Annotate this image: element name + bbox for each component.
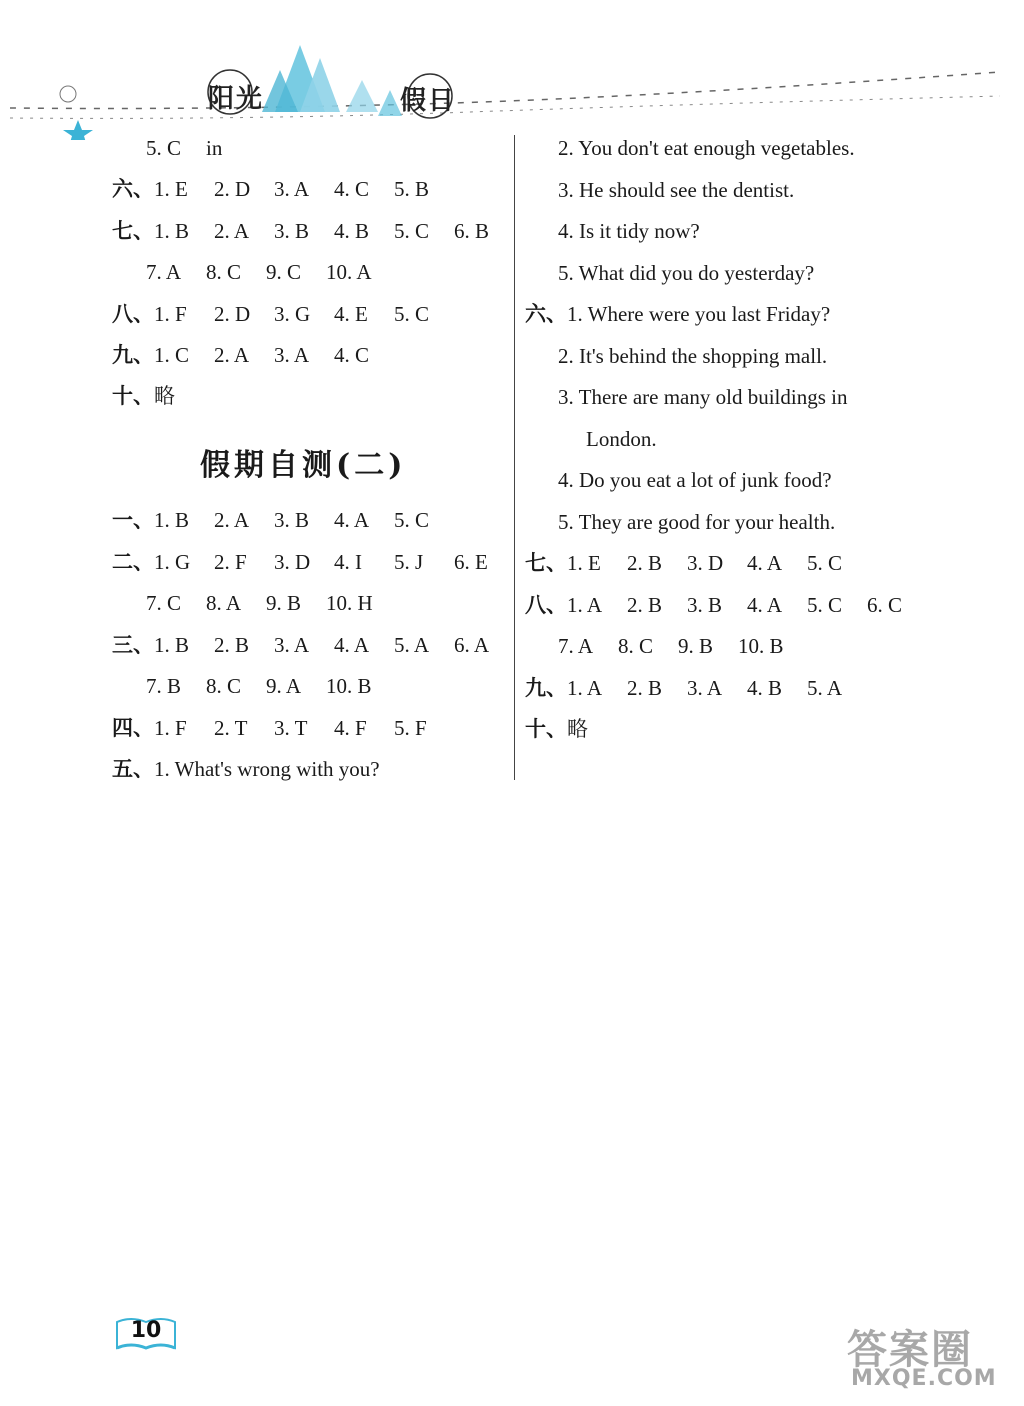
answer-item: 3. T [274, 715, 308, 740]
answer-row [112, 217, 489, 245]
answer-item: 2. T [214, 715, 248, 740]
answer-item: 10. B [326, 674, 372, 698]
logo-left-text: 阳光 [208, 84, 265, 114]
answer-item: 6. C [867, 592, 903, 617]
answer-item: 8. C [206, 674, 242, 698]
answer-item: 1. E [567, 551, 601, 575]
answer-row [112, 175, 429, 203]
question-group-label: 七、 [525, 551, 567, 575]
answer-item: 1. Where were you last Friday? [567, 302, 831, 326]
answer-item: 1. C [154, 343, 190, 367]
answer-row [525, 674, 842, 702]
answer-item: 略 [567, 717, 588, 741]
answer-item: 4. F [334, 715, 367, 740]
answer-row [558, 176, 794, 204]
answer-row [558, 217, 700, 245]
question-group-label: 一、 [112, 508, 154, 532]
question-group-label: 七、 [112, 218, 154, 243]
answer-item: 3. A [274, 343, 310, 367]
answer-item: 2. B [627, 675, 663, 700]
answer-item: 9. B [266, 591, 302, 615]
answer-item: 5. What did you do yesterday? [558, 260, 815, 285]
answer-row [558, 383, 847, 411]
answer-item: 6. E [454, 549, 488, 574]
question-group-label: 六、 [525, 302, 567, 326]
answer-item: 1. F [154, 301, 187, 326]
answer-item: 3. A [687, 675, 723, 700]
answer-item: 5. F [394, 715, 427, 740]
answer-row [146, 258, 372, 286]
answer-row [112, 382, 175, 410]
answer-item: 1. B [154, 508, 190, 532]
section-title: 假期自测(二) [200, 448, 407, 483]
answer-item: 5. C [394, 508, 430, 532]
answer-item: 5. C [807, 592, 843, 617]
answer-item: 2. A [214, 343, 250, 367]
answer-item: 4. I [334, 549, 362, 574]
answer-item: 1. B [154, 632, 190, 657]
answer-row [112, 755, 380, 783]
answer-item: 4. A [334, 632, 370, 657]
answer-item: 8. C [206, 260, 242, 285]
answer-row [558, 342, 827, 370]
answer-item: 2. A [214, 508, 250, 532]
watermark-url: MXQE.COM [851, 1366, 997, 1391]
answer-item: 3. A [274, 177, 310, 202]
answer-item: 3. B [687, 592, 723, 617]
header-decoration [0, 0, 1024, 140]
answer-item: 4. E [334, 301, 368, 326]
answer-item: 4. Is it tidy now? [558, 219, 700, 243]
answer-item: 3. A [274, 632, 310, 657]
answer-item: 4. C [334, 177, 370, 202]
answer-row [525, 715, 588, 743]
answer-item: 1. B [154, 218, 190, 243]
answer-item: 3. D [687, 551, 724, 575]
answer-item: 3. B [274, 508, 310, 532]
answer-item: 2. You don't eat enough vegetables. [558, 136, 855, 160]
answer-item: 2. A [214, 218, 250, 243]
answer-item: 2. B [627, 551, 663, 575]
answer-item: 1. E [154, 177, 188, 202]
answer-item: 8. A [206, 591, 242, 615]
answer-item: 4. A [334, 508, 370, 532]
answer-row [146, 134, 222, 162]
answer-item: 3. G [274, 301, 311, 326]
answer-row [112, 300, 429, 328]
answer-item: 3. He should see the dentist. [558, 177, 795, 202]
answer-row [525, 300, 830, 328]
answer-item: 4. B [747, 675, 783, 700]
answer-item: 4. Do you eat a lot of junk food? [558, 468, 832, 492]
answer-item: 2. It's behind the shopping mall. [558, 343, 828, 368]
answer-item: 3. D [274, 549, 311, 574]
answer-row [112, 506, 429, 534]
answer-item: 2. F [214, 549, 247, 574]
answer-item: 8. C [618, 634, 654, 658]
answer-item: 7. C [146, 591, 182, 615]
answer-row [586, 425, 657, 453]
answer-item: 7. A [558, 634, 594, 658]
question-group-label: 八、 [112, 301, 154, 326]
answer-item: 6. B [454, 218, 490, 243]
answer-row [146, 672, 372, 700]
watermark-logo: 答案圈 [847, 1327, 973, 1373]
column-divider [514, 135, 515, 780]
question-group-label: 八、 [525, 592, 567, 617]
answer-item: 4. B [334, 218, 370, 243]
question-group-label: 五、 [112, 757, 154, 781]
answer-item: 2. B [214, 632, 250, 657]
answer-item: 1. G [154, 549, 191, 574]
answer-item: 9. A [266, 674, 302, 698]
answer-item: 1. A [567, 675, 603, 700]
answer-item: 5. C [394, 301, 430, 326]
answer-item: 10. B [738, 634, 784, 658]
answer-row [112, 341, 369, 369]
answer-item: in [206, 136, 223, 160]
question-group-label: 九、 [112, 343, 154, 367]
page-header [0, 0, 1024, 140]
answer-row [112, 548, 488, 576]
answer-row [558, 508, 835, 536]
page-number: 10 [130, 1318, 162, 1343]
answer-row [146, 589, 373, 617]
answer-row [112, 714, 427, 742]
answer-item: 2. D [214, 301, 251, 326]
question-group-label: 六、 [112, 177, 154, 202]
page-number-badge [115, 1316, 177, 1354]
watermark [845, 1318, 1015, 1393]
answer-row [112, 631, 489, 659]
answer-row [558, 259, 814, 287]
answer-item: 6. A [454, 632, 490, 657]
answer-item: 略 [154, 384, 175, 409]
answer-item: 4. C [334, 343, 370, 367]
answer-item: 5. C [807, 551, 843, 575]
answer-item: 5. C [394, 218, 430, 243]
answer-item: 5. C [146, 136, 182, 160]
answer-item: 1. What's wrong with you? [154, 757, 380, 781]
answer-item: 7. B [146, 674, 182, 698]
question-group-label: 四、 [112, 715, 154, 740]
answer-item: 9. B [678, 634, 714, 658]
answer-item: 4. A [747, 592, 783, 617]
answer-item: 5. They are good for your health. [558, 509, 836, 534]
answer-item: 2. B [627, 592, 663, 617]
answer-item: 10. H [326, 591, 373, 615]
question-group-label: 十、 [112, 384, 154, 409]
answer-row [558, 632, 784, 660]
logo-right-text: 假日 [400, 86, 457, 116]
answer-item: 1. A [567, 592, 603, 617]
answer-item: 5. J [394, 549, 424, 574]
question-group-label: 三、 [112, 632, 154, 657]
answer-item: 5. A [807, 675, 843, 700]
question-group-label: 二、 [112, 549, 154, 574]
question-group-label: 十、 [525, 717, 567, 741]
answer-item: 5. B [394, 177, 430, 202]
answer-item: 7. A [146, 260, 182, 285]
answer-row [558, 134, 855, 162]
answer-item: 5. A [394, 632, 430, 657]
answer-row [558, 466, 832, 494]
question-group-label: 九、 [525, 675, 567, 700]
answer-row [525, 591, 902, 619]
answer-item: 1. F [154, 715, 187, 740]
answer-item: 9. C [266, 260, 302, 285]
answer-item: London. [586, 426, 657, 451]
answer-item: 10. A [326, 260, 372, 285]
answer-item: 3. B [274, 218, 310, 243]
answer-item: 2. D [214, 177, 251, 202]
answer-item: 3. There are many old buildings in [558, 385, 848, 409]
answer-row [525, 549, 842, 577]
answer-item: 4. A [747, 551, 783, 575]
